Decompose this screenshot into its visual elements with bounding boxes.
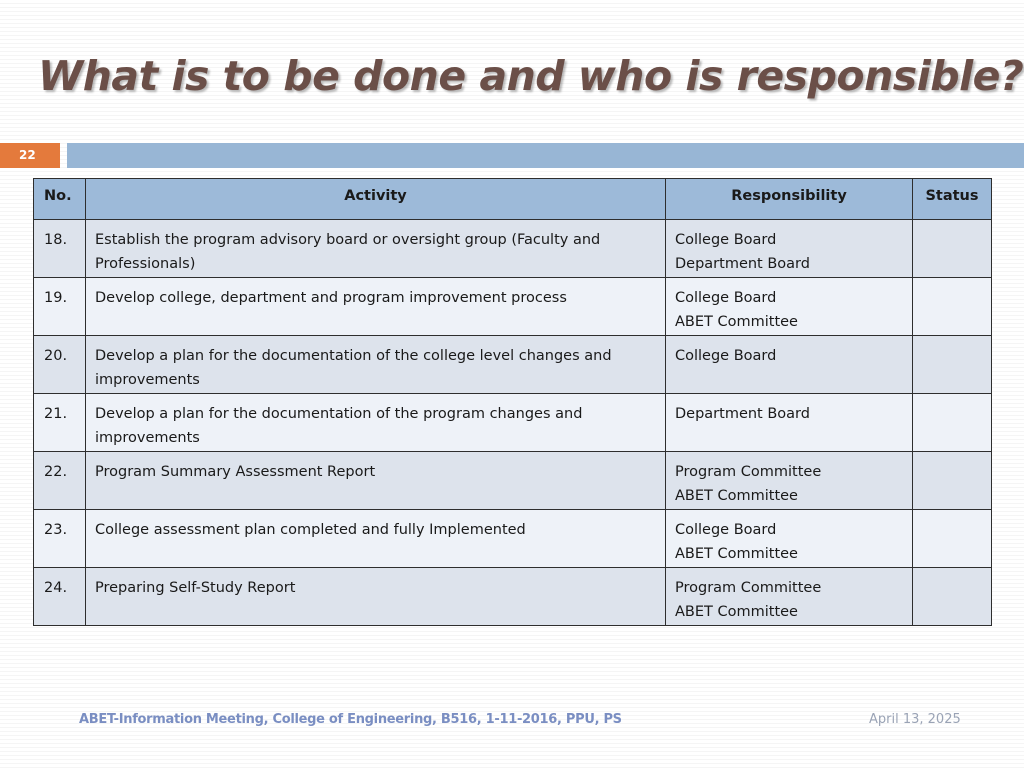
slide-number-badge: 22: [0, 143, 60, 168]
row-status: [913, 278, 992, 336]
row-responsibility: [666, 336, 913, 394]
responsibility-line: Department Board: [675, 256, 810, 272]
responsibility-line: College Board: [675, 290, 777, 306]
table-row: [34, 452, 992, 510]
table-row: [34, 220, 992, 278]
responsibility-line: ABET Committee: [675, 314, 798, 330]
row-activity: Establish the program advisory board or oversight group (Faculty and Professionals): [86, 220, 666, 278]
row-activity: Develop college, department and program improvement process: [86, 278, 666, 336]
row-responsibility: [666, 220, 913, 278]
footer-date: April 13, 2025: [869, 712, 961, 727]
row-status: [913, 452, 992, 510]
table-row: [34, 568, 992, 626]
row-status: [913, 568, 992, 626]
header-responsibility: Responsibility: [666, 179, 913, 220]
table-row: [34, 278, 992, 336]
row-responsibility: [666, 278, 913, 336]
row-number: 20.: [34, 336, 86, 394]
row-status: [913, 336, 992, 394]
row-responsibility: [666, 452, 913, 510]
header-activity: Activity: [86, 179, 666, 220]
footer-meeting-info: ABET-Information Meeting, College of Engineering, B516, 1-11-2016, PPU, PS: [79, 712, 622, 727]
responsibility-line: College Board: [675, 348, 777, 364]
row-activity: College assessment plan completed and fully Implemented: [86, 510, 666, 568]
table-row: [34, 336, 992, 394]
responsibility-line: ABET Committee: [675, 546, 798, 562]
row-status: [913, 394, 992, 452]
row-responsibility: [666, 394, 913, 452]
responsibility-table: [33, 178, 992, 626]
responsibility-line: ABET Committee: [675, 604, 798, 620]
responsibility-line: Program Committee: [675, 464, 822, 480]
row-number: 23.: [34, 510, 86, 568]
row-number: 18.: [34, 220, 86, 278]
responsibility-line: Program Committee: [675, 580, 822, 596]
responsibility-line: ABET Committee: [675, 488, 798, 504]
row-status: [913, 510, 992, 568]
row-responsibility: [666, 568, 913, 626]
row-activity: Develop a plan for the documentation of the program changes and improvements: [86, 394, 666, 452]
row-responsibility: [666, 510, 913, 568]
table-row: [34, 394, 992, 452]
row-status: [913, 220, 992, 278]
row-activity: Develop a plan for the documentation of the college level changes and improvements: [86, 336, 666, 394]
table-row: [34, 510, 992, 568]
header-no: No.: [34, 179, 86, 220]
header-accent-bar: [67, 143, 1024, 168]
responsibility-line: Department Board: [675, 406, 810, 422]
row-activity: Preparing Self-Study Report: [86, 568, 666, 626]
slide-title: What is to be done and who is responsible?: [38, 52, 1024, 100]
responsibility-line: College Board: [675, 232, 777, 248]
row-number: 21.: [34, 394, 86, 452]
row-number: 19.: [34, 278, 86, 336]
header-status: Status: [913, 179, 992, 220]
row-number: 22.: [34, 452, 86, 510]
row-activity: Program Summary Assessment Report: [86, 452, 666, 510]
table-header-row: [34, 179, 992, 220]
row-number: 24.: [34, 568, 86, 626]
responsibility-line: College Board: [675, 522, 777, 538]
